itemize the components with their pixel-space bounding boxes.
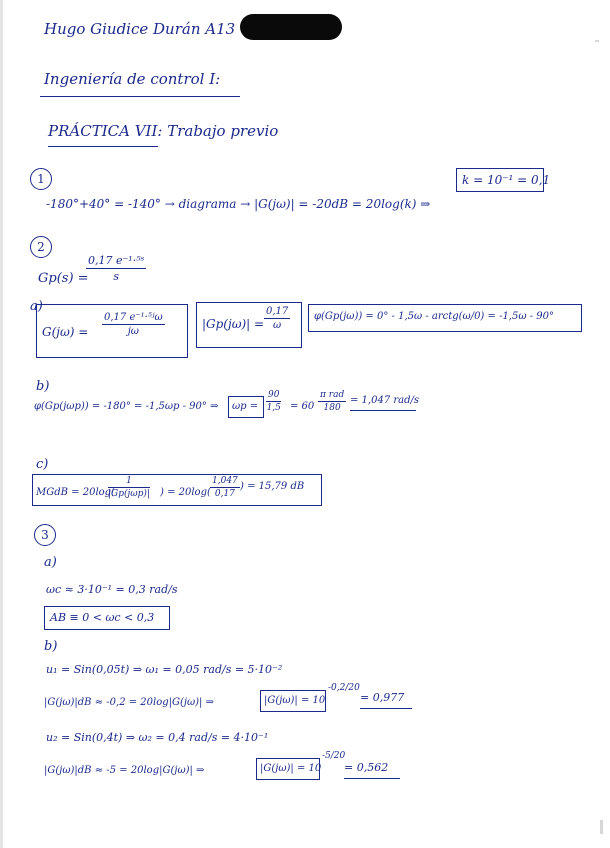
mag-numerator: 0,17 [266, 306, 289, 317]
q3b-line-2-underline [360, 708, 412, 709]
q2b-f2-numerator: π rad [320, 390, 345, 400]
redacted-block [240, 14, 342, 40]
q3b-line-2-box-text: |G(jω)| = 10 [264, 695, 326, 706]
wp-label: ωp = [232, 401, 259, 412]
mag-lhs: |Gp(jω)| = [202, 317, 265, 331]
gp-fraction [86, 254, 146, 283]
practice-underline [48, 146, 158, 147]
q2c-label: c) [36, 457, 49, 472]
g-jw-denominator: jω [127, 326, 139, 337]
student-name: Hugo Giudice Durán A13 [44, 20, 236, 38]
q2c-f1-numerator: 1 [108, 476, 150, 488]
mag-fraction [264, 306, 290, 331]
mag-denominator: ω [273, 320, 282, 331]
scan-speck [595, 40, 599, 42]
q2b-f2-denominator: 180 [323, 403, 341, 413]
course-underline [40, 96, 240, 97]
q3b-line-4-exponent: -5/20 [322, 751, 346, 761]
q3b-label: b) [44, 639, 58, 654]
q3a-box [44, 606, 170, 630]
gp-lhs: Gp(s) = [38, 271, 89, 286]
q2b-fraction-2 [318, 390, 346, 413]
q2b-result: = 1,047 rad/s [350, 395, 420, 406]
gp-denominator: s [113, 270, 119, 283]
q2b-label: b) [36, 379, 50, 394]
practice-title: PRÁCTICA VII: Trabajo previo [48, 122, 279, 140]
q3b-line-2-lhs: |G(jω)|dB ≈ -0,2 = 20log|G(jω)| ⇒ [44, 697, 214, 708]
q1-answer-box [456, 168, 544, 192]
q3b-line-2-exponent: -0,2/20 [328, 683, 360, 693]
course-title: Ingeniería de control I: [44, 70, 221, 88]
q3b-line-4-result: = 0,562 [344, 761, 389, 774]
q3a-line-1: ωc ≈ 3·10⁻¹ = 0,3 rad/s [46, 583, 178, 596]
q1-line: -180°+40° = -140° → diagrama → |G(jω)| = -20dB = 20log(k) ⇒ [46, 197, 431, 211]
q2b-f1-numerator: 90 [268, 390, 280, 400]
q2c-f1-denominator: |Gp(jωp)| [108, 489, 150, 499]
q2c-box [32, 474, 322, 506]
q2b-result-underline [350, 410, 416, 411]
q2-number: 2 [30, 236, 52, 258]
q3a-label: a) [44, 555, 57, 570]
phase-expression: φ(Gp(jω)) = 0° - 1,5ω - arctg(ω/0) = -1,5ω - 90° [314, 311, 554, 322]
q2c-result: ) = 15,79 dB [240, 481, 305, 492]
g-jw-numerator: 0,17 e⁻¹·⁵ʲω [104, 312, 163, 323]
q3b-line-4-lhs: |G(jω)|dB ≈ -5 = 20log|G(jω)| ⇒ [44, 765, 205, 776]
q2b-lhs: φ(Gp(jωp)) = -180° = -1,5ωp - 90° ⇒ [34, 401, 219, 412]
q2b-mid: = 60 [290, 401, 315, 412]
g-jw-lhs: G(jω) = [42, 325, 89, 339]
q3b-line-2-result: = 0,977 [360, 691, 405, 704]
q2b-f1-denominator: 1,5 [266, 403, 281, 413]
q3b-line-4-box-text: |G(jω)| = 10 [260, 763, 322, 774]
scan-speck [600, 820, 603, 834]
q3b-line-1: u₁ = Sin(0,05t) ⇒ ω₁ = 0,05 rad/s = 5·10⁻² [46, 663, 283, 676]
q2c-lhs: MGdB = 20log( [36, 487, 115, 498]
q2b-fraction-1 [266, 390, 281, 413]
q2c-f2-denominator: 0,17 [214, 489, 235, 499]
g-jw-fraction [102, 312, 165, 337]
scan-edge [0, 0, 3, 848]
q3b-line-4-underline [344, 778, 400, 779]
q1-number: 1 [30, 168, 52, 190]
q3-number: 3 [34, 524, 56, 546]
q2a-label: a) [30, 299, 43, 314]
q1-answer: k = 10⁻¹ = 0,1 [462, 173, 551, 187]
q3a-line-2: AB ≡ 0 < ωc < 0,3 [50, 611, 155, 624]
q2c-f2-numerator: 1,047 [212, 476, 238, 486]
gp-numerator: 0,17 e⁻¹·⁵ˢ [88, 254, 145, 267]
q3b-line-3: u₂ = Sin(0,4t) ⇒ ω₂ = 0,4 rad/s = 4·10⁻¹ [46, 731, 269, 744]
q2c-mid: ) = 20log( [160, 487, 211, 498]
